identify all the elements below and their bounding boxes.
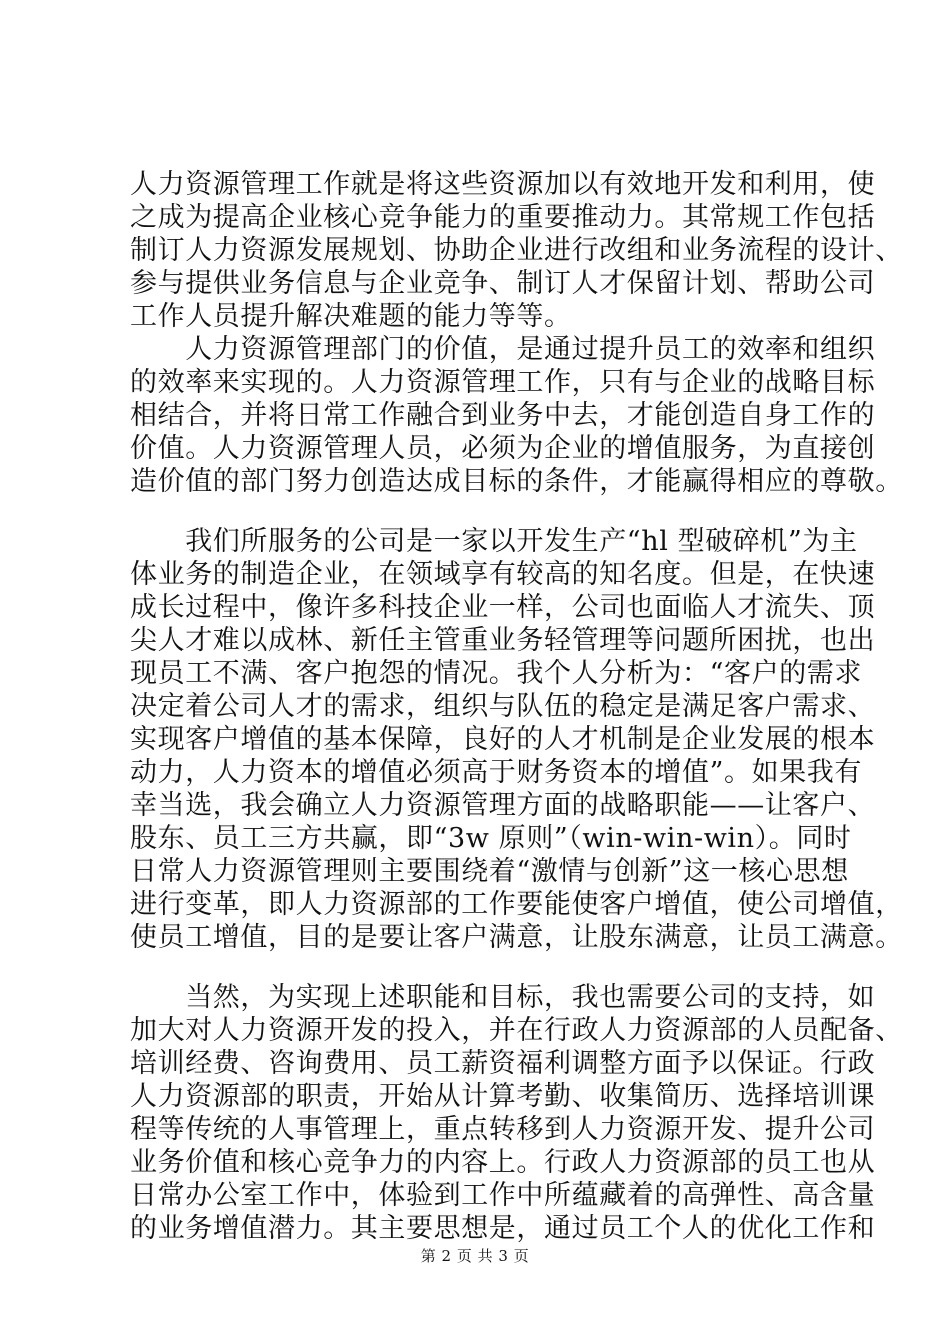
text-line: 当然，为实现上述职能和目标，我也需要公司的支持，如: [130, 982, 876, 1013]
text-line: 实现客户增值的基本保障，良好的人才机制是企业发展的根本: [130, 724, 876, 755]
text-line: 日常人力资源管理则主要围绕着“激情与创新”这一核心思想: [130, 856, 849, 887]
text-line: 动力，人力资本的增值必须高于财务资本的增值”。如果我有: [130, 757, 863, 788]
text-line: 人力资源管理部门的价值，是通过提升员工的效率和组织: [130, 334, 876, 365]
text-line: 人力资源部的职责，开始从计算考勤、收集简历、选择培训课: [130, 1081, 876, 1112]
text-line: 工作人员提升解决难题的能力等等。: [130, 301, 572, 332]
text-line: 的业务增值潜力。其主要思想是，通过员工个人的优化工作和: [130, 1213, 876, 1244]
text-line: 培训经费、咨询费用、员工薪资福利调整方面予以保证。行政: [130, 1048, 876, 1079]
text-line: 现员工不满、客户抱怨的情况。我个人分析为：“客户的需求: [130, 658, 863, 689]
text-line: 成长过程中，像许多科技企业一样，公司也面临人才流失、顶: [130, 592, 876, 623]
document-body: [130, 168, 903, 1245]
text-line: 参与提供业务信息与企业竞争、制订人才保留计划、帮助公司: [130, 268, 876, 299]
text-line: 尖人才难以成林、新任主管重业务轻管理等问题所困扰，也出: [130, 625, 876, 656]
text-line: 制订人力资源发展规划、协助企业进行改组和业务流程的设计、: [130, 235, 903, 266]
paragraph: [130, 525, 903, 954]
text-line: 人力资源管理工作就是将这些资源加以有效地开发和利用，使: [130, 169, 876, 200]
text-line: 之成为提高企业核心竞争能力的重要推动力。其常规工作包括: [130, 202, 876, 233]
text-line: 股东、员工三方共赢，即“3w 原则”（win-win-win）。同时: [130, 823, 852, 854]
text-line: 的效率来实现的。人力资源管理工作，只有与企业的战略目标: [130, 367, 876, 398]
text-line: 使员工增值，目的是要让客户满意，让股东满意，让员工满意。: [130, 922, 903, 953]
paragraph: [130, 333, 903, 498]
paragraph: [130, 981, 903, 1245]
text-line: 业务价值和核心竞争力的内容上。行政人力资源部的员工也从: [130, 1147, 876, 1178]
text-line: 相结合，并将日常工作融合到业务中去，才能创造自身工作的: [130, 400, 876, 431]
text-line: 价值。人力资源管理人员，必须为企业的增值服务，为直接创: [130, 433, 876, 464]
text-line: 幸当选，我会确立人力资源管理方面的战略职能——让客户、: [130, 790, 876, 821]
text-line: 决定着公司人才的需求，组织与队伍的稳定是满足客户需求、: [130, 691, 876, 722]
text-line: 体业务的制造企业，在领域享有较高的知名度。但是，在快速: [130, 559, 876, 590]
page-number-footer: 第 2 页 共 3 页: [420, 1247, 530, 1265]
text-line: 程等传统的人事管理上，重点转移到人力资源开发、提升公司: [130, 1114, 876, 1145]
paragraph-gap: [130, 498, 830, 525]
text-line: 日常办公室工作中，体验到工作中所蕴藏着的高弹性、高含量: [130, 1180, 876, 1211]
text-line: 加大对人力资源开发的投入，并在行政人力资源部的人员配备、: [130, 1015, 903, 1046]
text-line: 我们所服务的公司是一家以开发生产“hl 型破碎机”为主: [130, 526, 858, 557]
text-line: 造价值的部门努力创造达成目标的条件，才能赢得相应的尊敬。: [130, 466, 903, 497]
text-line: 进行变革，即人力资源部的工作要能使客户增值，使公司增值，: [130, 889, 903, 920]
paragraph: [130, 168, 903, 333]
paragraph-gap: [130, 954, 830, 981]
